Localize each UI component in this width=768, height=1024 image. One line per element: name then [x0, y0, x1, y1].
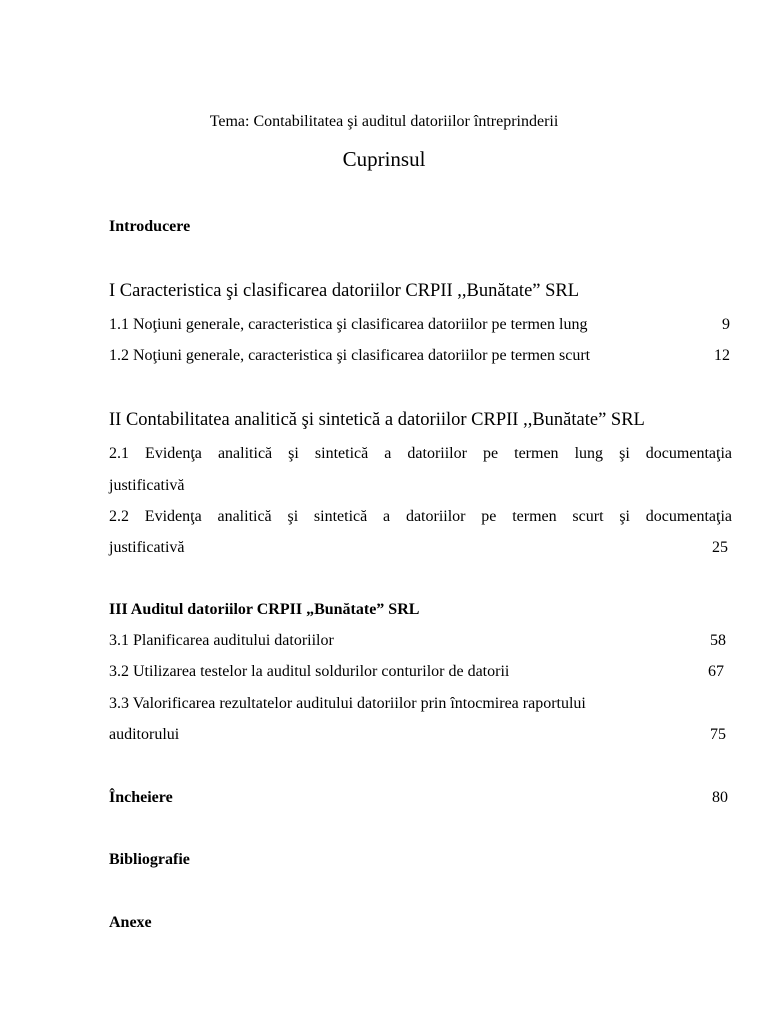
toc-conclusion: Încheiere	[109, 789, 173, 806]
toc-introduction: Introducere	[109, 218, 191, 235]
toc-item-2-1-line2: justificativă	[109, 477, 185, 494]
toc-heading: Cuprinsul	[342, 147, 426, 171]
toc-page-3-3: 75	[710, 726, 726, 743]
toc-page-3-2: 67	[708, 663, 724, 680]
toc-item-1-1: 1.1 Noţiuni generale, caracteristica şi clasificarea datoriilor pe termen lung	[109, 316, 588, 333]
chapter1-title: I Caracteristica şi clasificarea datoriilor CRPII ,,Bunătate” SRL	[109, 281, 580, 301]
toc-item-2-1-line1: 2.1 Evidenţa analitică şi sintetică a datoriilor pe termen lung şi documentaţia	[109, 445, 732, 462]
toc-item-2-2-line1: 2.2 Evidenţa analitică şi sintetică a datoriilor pe termen scurt şi documentaţia	[109, 508, 732, 525]
chapter3-title: III Auditul datoriilor CRPII „Bunătate” SRL	[109, 601, 420, 618]
toc-item-3-2: 3.2 Utilizarea testelor la auditul soldurilor conturilor de datorii	[109, 663, 510, 680]
toc-page-conclusion: 80	[712, 789, 728, 806]
theme-title: Tema: Contabilitatea şi auditul datoriilor întreprinderii	[209, 113, 559, 130]
toc-item-3-3-line2: auditorului	[109, 726, 180, 743]
toc-page-1-1: 9	[722, 316, 730, 333]
toc-annexes: Anexe	[109, 914, 152, 931]
chapter2-title: II Contabilitatea analitică şi sintetică a datoriilor CRPII ,,Bunătate” SRL	[109, 410, 645, 430]
toc-page-3-1: 58	[710, 632, 726, 649]
toc-bibliography: Bibliografie	[109, 851, 190, 868]
toc-item-2-2-line2: justificativă	[109, 539, 185, 556]
toc-item-3-1: 3.1 Planificarea auditului datoriilor	[109, 632, 334, 649]
toc-item-3-3-line1: 3.3 Valorificarea rezultatelor auditului datoriilor prin întocmirea raportului	[109, 695, 586, 712]
toc-page-1-2: 12	[714, 347, 730, 364]
toc-page-2-2: 25	[712, 539, 728, 556]
toc-item-1-2: 1.2 Noţiuni generale, caracteristica şi clasificarea datoriilor pe termen scurt	[109, 347, 591, 364]
